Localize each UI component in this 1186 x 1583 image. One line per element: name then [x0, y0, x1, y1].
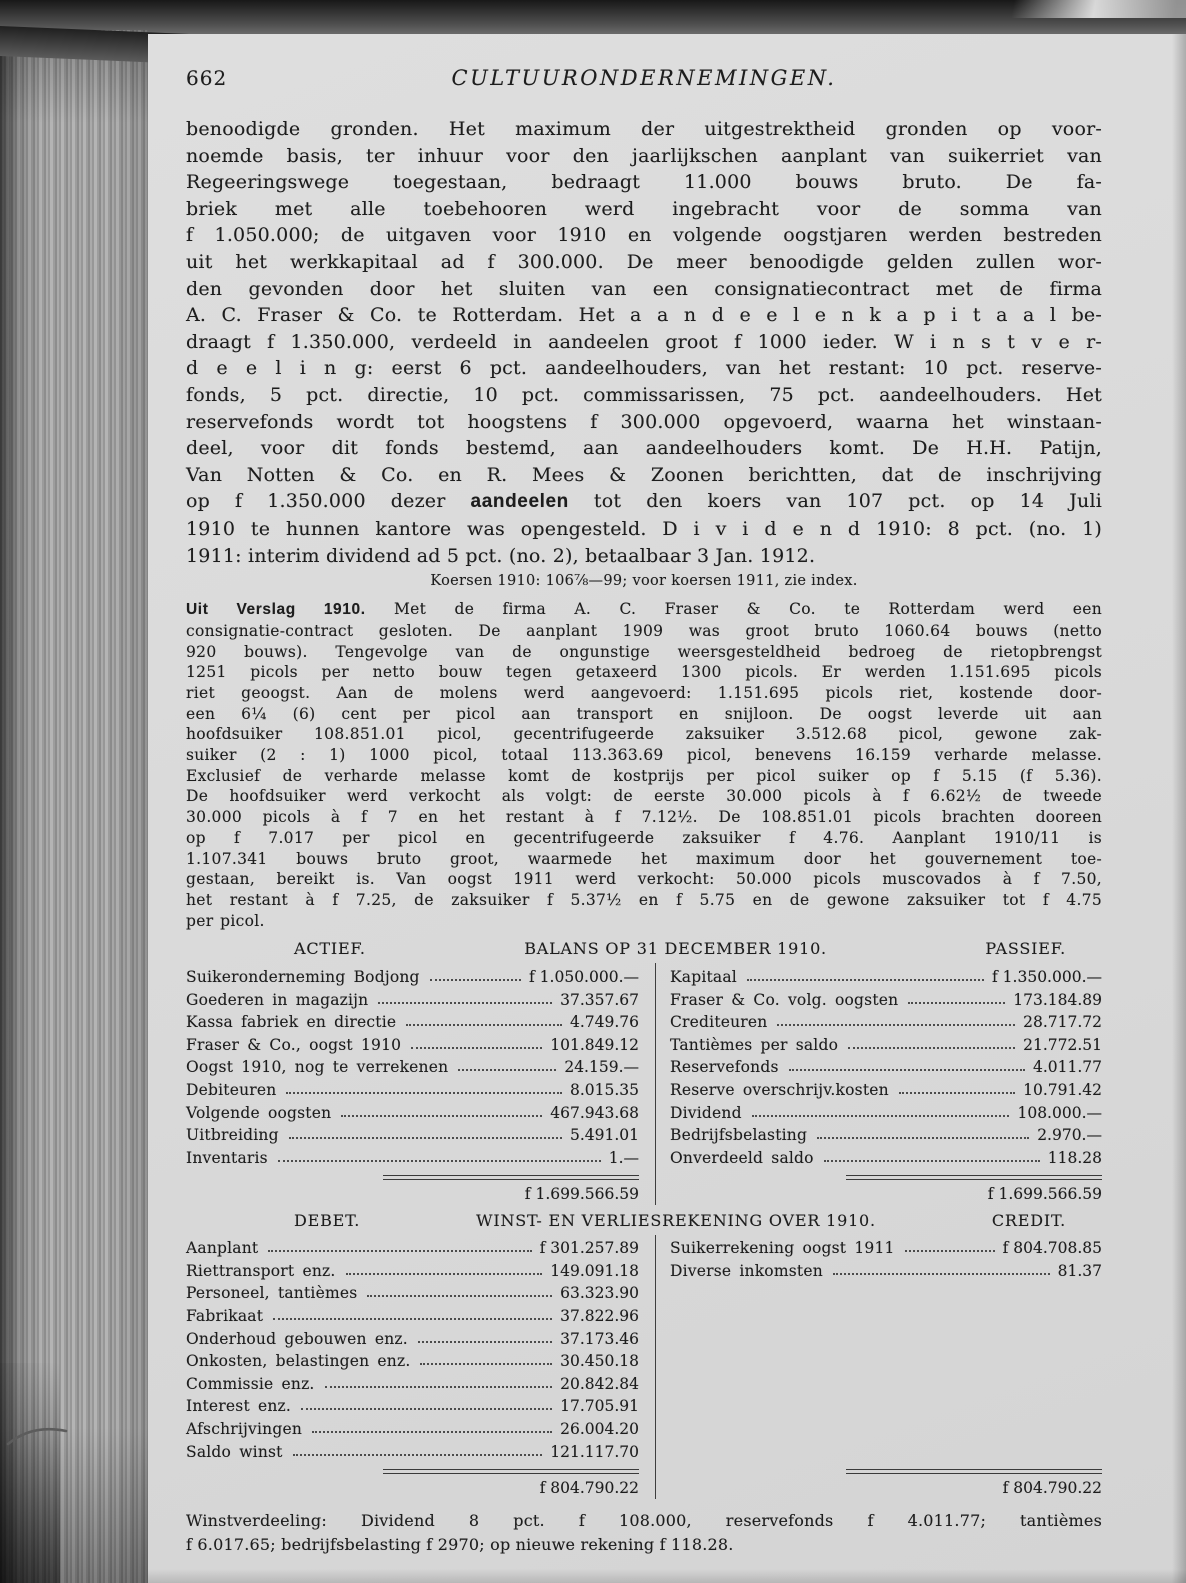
- ledger-row: [186, 1235, 639, 1258]
- row-amount: 1.—: [608, 1148, 639, 1167]
- balance-row: [670, 963, 1102, 986]
- ledger-row: [186, 1393, 639, 1416]
- verslag-line: consignatie-contract gesloten. De aanplant 1909 was groot bruto 1060.64 bouws (netto: [186, 621, 1102, 640]
- paragraph-line: f 1.050.000; de uitgaven voor 1910 en volgende oogstjaren werden bestreden: [186, 224, 1102, 247]
- row-label: Bedrijfsbelasting: [670, 1126, 808, 1145]
- dotted-leader: [833, 1273, 1050, 1275]
- passief-rows: [670, 963, 1102, 1166]
- row-label: Oogst 1910, nog te verrekenen: [186, 1058, 449, 1077]
- verslag-line: hoofdsuiker 108.851.01 picol, gecentrifugeerde zaksuiker 3.512.68 picol, gewone zak-: [186, 725, 1102, 744]
- row-label: Fraser & Co. volg. oogsten: [670, 990, 899, 1009]
- row-amount: 30.450.18: [560, 1352, 639, 1371]
- row-amount: 37.173.46: [560, 1329, 639, 1348]
- actief-total-block: [186, 1173, 639, 1205]
- actief-header: ACTIEF.: [294, 939, 366, 959]
- balans-header: [186, 939, 1102, 963]
- ledger-row: [186, 1415, 639, 1438]
- row-amount: 81.37: [1057, 1261, 1102, 1280]
- dotted-leader: [273, 1318, 552, 1320]
- verslag-line: De hoofdsuiker werd verkocht als volgt: de eerste 30.000 picols à f 6.62½ de tweede: [186, 787, 1102, 806]
- credit-total: f 804.790.22: [1002, 1478, 1102, 1497]
- dotted-leader: [420, 1363, 552, 1365]
- book-page-edges: [0, 30, 148, 1583]
- row-label: Saldo winst: [186, 1442, 283, 1461]
- verslag-line: 1251 picols per netto bouw tegen getaxeerd 1300 picols. Er werden 1.151.695 picols: [186, 663, 1102, 682]
- passief-total-block: [670, 1173, 1102, 1205]
- paragraph-line: draagt f 1.350.000, verdeeld in aandeelen groot f 1000 ieder. W i n s t v e r-: [186, 330, 1102, 353]
- row-label: Fraser & Co., oogst 1910: [186, 1035, 402, 1054]
- row-label: Onkosten, belastingen enz.: [186, 1352, 411, 1371]
- credit-rows: [670, 1235, 1102, 1280]
- verslag-line: 920 bouws). Tengevolge van de ongunstige weersgesteldheid bedroeg de rietopbrengst: [186, 642, 1102, 661]
- dotted-leader: [899, 1092, 1015, 1094]
- passief-total: f 1.699.566.59: [987, 1184, 1102, 1203]
- verslag-line: Exclusief de verharde melasse komt de kostprijs per picol suiker op f 5.15 (f 5.36).: [186, 766, 1102, 785]
- page-bottom-shadow: [148, 1569, 1186, 1583]
- row-amount: f 1.050.000.—: [529, 967, 639, 986]
- winst-columns: [186, 1235, 1102, 1499]
- row-amount: 5.491.01: [569, 1126, 639, 1145]
- row-amount: 20.842.84: [560, 1374, 639, 1393]
- row-amount: 101.849.12: [550, 1035, 639, 1054]
- scan-corner-glare: [956, 0, 1186, 18]
- dotted-leader: [341, 1115, 542, 1117]
- dotted-leader: [325, 1386, 553, 1388]
- row-label: Aanplant: [186, 1239, 259, 1258]
- verslag-line: een 6¼ (6) cent per picol aan transport en snijloon. De oogst leverde uit aan: [186, 704, 1102, 723]
- row-label: Commissie enz.: [186, 1374, 315, 1393]
- row-label: Onverdeeld saldo: [670, 1148, 814, 1167]
- balance-row: [670, 1031, 1102, 1054]
- credit-header: CREDIT.: [991, 1210, 1066, 1230]
- ledger-row: [186, 1280, 639, 1303]
- row-amount: 108.000.—: [1017, 1103, 1102, 1122]
- dotted-leader: [905, 1250, 995, 1252]
- dotted-leader: [747, 979, 984, 981]
- total-rule: [846, 1175, 1102, 1180]
- balance-row: [186, 1031, 639, 1054]
- row-amount: 121.117.70: [550, 1442, 639, 1461]
- balans-title: BALANS OP 31 DECEMBER 1910.: [524, 939, 827, 959]
- book-page: [148, 34, 1186, 1583]
- dotted-leader: [289, 1137, 562, 1139]
- row-amount: 63.323.90: [560, 1284, 639, 1303]
- paragraph-line: noemde basis, ter inhuur voor den jaarlijkschen aanplant van suikerriet van: [186, 144, 1102, 167]
- dotted-leader: [817, 1137, 1029, 1139]
- row-amount: 8.015.35: [569, 1080, 639, 1099]
- row-label: Inventaris: [186, 1148, 268, 1167]
- debet-header: DEBET.: [294, 1210, 361, 1230]
- ledger-row: [670, 1235, 1102, 1258]
- ledger-row: [186, 1325, 639, 1348]
- row-label: Suikerrekening oogst 1911: [670, 1239, 895, 1258]
- dotted-leader: [367, 1295, 552, 1297]
- dotted-leader: [278, 1160, 601, 1162]
- dotted-leader: [418, 1341, 552, 1343]
- balance-row: [186, 1122, 639, 1145]
- row-amount: 28.717.72: [1023, 1013, 1102, 1032]
- actief-column: [186, 963, 656, 1204]
- footer-line: f 6.017.65; bedrijfsbelasting f 2970; op nieuwe rekening f 118.28.: [186, 1534, 734, 1554]
- paragraph-line: den gevonden door het sluiten van een consignatiecontract met de firma: [186, 277, 1102, 300]
- verslag-line: 1.107.341 bouws bruto groot, waarmede het maximum door het gouvernement toe-: [186, 849, 1102, 868]
- dotted-leader: [301, 1408, 552, 1410]
- book-edge-bottom-shadow: [0, 1363, 60, 1583]
- total-rule: [383, 1175, 639, 1180]
- row-label: Reservefonds: [670, 1058, 779, 1077]
- winst-title: WINST- EN VERLIESREKENING OVER 1910.: [476, 1210, 876, 1230]
- koersen-note: Koersen 1910: 106⅞—99; voor koersen 1911, zie index.: [430, 573, 858, 590]
- dotted-leader: [777, 1024, 1015, 1026]
- main-paragraph: [186, 116, 1102, 569]
- paragraph-line: Van Notten & Co. en R. Mees & Zoonen berichtten, dat de inschrijving: [186, 463, 1102, 486]
- balance-row: [186, 986, 639, 1009]
- row-label: Reserve overschrijv.kosten: [670, 1080, 889, 1099]
- pen-mark: [2, 1414, 72, 1448]
- balance-row: [670, 1144, 1102, 1167]
- verslag-line: 30.000 picols à f 7 en het restant à f 7.12½. De 108.851.01 picols brachten dooreen: [186, 808, 1102, 827]
- row-label: Suikeronderneming Bodjong: [186, 967, 420, 986]
- dotted-leader: [293, 1454, 543, 1456]
- ledger-row: [186, 1302, 639, 1325]
- actief-total: f 1.699.566.59: [524, 1184, 639, 1203]
- dotted-leader: [406, 1024, 562, 1026]
- row-amount: 467.943.68: [550, 1103, 639, 1122]
- row-label: Diverse inkomsten: [670, 1261, 823, 1280]
- row-amount: 37.822.96: [560, 1307, 639, 1326]
- dotted-leader: [848, 1047, 1015, 1049]
- row-amount: f 1.350.000.—: [992, 967, 1102, 986]
- row-label: Afschrijvingen: [186, 1420, 303, 1439]
- dotted-leader: [286, 1092, 562, 1094]
- row-amount: 4.011.77: [1032, 1058, 1102, 1077]
- row-amount: 4.749.76: [569, 1013, 639, 1032]
- dotted-leader: [268, 1250, 531, 1252]
- balance-row: [186, 1144, 639, 1167]
- balance-row: [670, 1122, 1102, 1145]
- row-label: Riettransport enz.: [186, 1261, 336, 1280]
- row-amount: 37.357.67: [560, 990, 639, 1009]
- paragraph-line: Regeeringswege toegestaan, bedraagt 11.000 bouws bruto. De fa-: [186, 171, 1102, 194]
- total-rule: [846, 1469, 1102, 1474]
- verslag-line: per picol.: [186, 911, 265, 930]
- balance-row: [670, 986, 1102, 1009]
- row-label: Goederen in magazijn: [186, 990, 369, 1009]
- column-spacer: [670, 1280, 1102, 1461]
- verslag-line: suiker (2 : 1) 1000 picol, totaal 113.363.69 picol, benevens 16.159 verharde melasse.: [186, 746, 1102, 765]
- row-amount: 24.159.—: [564, 1058, 639, 1077]
- paragraph-line: d e e l i n g: eerst 6 pct. aandeelhouders, van het restant: 10 pct. reserve-: [186, 357, 1102, 380]
- row-label: Dividend: [670, 1103, 742, 1122]
- dotted-leader: [458, 1069, 556, 1071]
- passief-column: [656, 963, 1102, 1204]
- dotted-leader: [908, 1002, 1005, 1004]
- verslag-line: riet geoogst. Aan de molens werd aangevoerd: 1.151.695 picols riet, kostende door-: [186, 683, 1102, 702]
- winst-header: [186, 1211, 1102, 1235]
- row-amount: f 804.708.85: [1002, 1239, 1102, 1258]
- balance-row: [670, 1099, 1102, 1122]
- verslag-line: Uit Verslag 1910. Met de firma A. C. Fraser & Co. te Rotterdam werd een: [186, 600, 1103, 619]
- paragraph-line: op f 1.350.000 dezer aandeelen tot den koers van 107 pct. op 14 Juli: [186, 490, 1102, 513]
- row-label: Personeel, tantièmes: [186, 1284, 358, 1303]
- ledger-row: [186, 1348, 639, 1371]
- winstverdeeling-note: [186, 1509, 1102, 1557]
- row-label: Onderhoud gebouwen enz.: [186, 1329, 408, 1348]
- row-amount: 26.004.20: [560, 1420, 639, 1439]
- ledger-row: [670, 1257, 1102, 1280]
- row-amount: 173.184.89: [1013, 990, 1102, 1009]
- row-label: Volgende oogsten: [186, 1103, 332, 1122]
- balans-columns: [186, 963, 1102, 1204]
- row-label: Kapitaal: [670, 967, 737, 986]
- verslag-paragraph: [186, 599, 1102, 931]
- paragraph-line: deel, voor dit fonds bestemd, aan aandeelhouders komt. De H.H. Patijn,: [186, 437, 1102, 460]
- debet-total-block: [186, 1467, 639, 1499]
- dotted-leader: [824, 1160, 1040, 1162]
- paragraph-line: fonds, 5 pct. directie, 10 pct. commissarissen, 75 pct. aandeelhouders. Het: [186, 383, 1102, 406]
- balance-row: [670, 1054, 1102, 1077]
- row-label: Debiteuren: [186, 1080, 277, 1099]
- balans-section: [186, 939, 1102, 1204]
- total-rule: [383, 1469, 639, 1474]
- page-right-shadow: [1172, 34, 1186, 1583]
- page-number: 662: [186, 66, 228, 90]
- row-label: Fabrikaat: [186, 1307, 264, 1326]
- row-amount: 2.970.—: [1037, 1126, 1102, 1145]
- debet-rows: [186, 1235, 639, 1461]
- ledger-row: [186, 1257, 639, 1280]
- debet-total: f 804.790.22: [539, 1478, 639, 1497]
- paragraph-line: benoodigde gronden. Het maximum der uitgestrektheid gronden op voor-: [186, 118, 1102, 140]
- row-amount: 10.791.42: [1023, 1080, 1102, 1099]
- verslag-line: op f 7.017 per picol en gecentrifugeerde zaksuiker f 4.76. Aanplant 1910/11 is: [186, 828, 1102, 847]
- row-label: Uitbreiding: [186, 1126, 279, 1145]
- dotted-leader: [789, 1069, 1025, 1071]
- dotted-leader: [312, 1431, 552, 1433]
- dotted-leader: [430, 979, 521, 981]
- page-content: [186, 66, 1102, 1557]
- verslag-line: het restant à f 7.25, de zaksuiker f 5.37½ en f 5.75 en de gewone zaksuiker tot f 4.75: [186, 890, 1102, 909]
- dotted-leader: [752, 1115, 1010, 1117]
- paragraph-line: reservefonds wordt tot hoogstens f 300.000 opgevoerd, waarna het winstaan-: [186, 410, 1102, 433]
- paragraph-line: 1911: interim dividend ad 5 pct. (no. 2), betaalbaar 3 Jan. 1912.: [186, 544, 816, 567]
- row-amount: 17.705.91: [560, 1397, 639, 1416]
- actief-rows: [186, 963, 639, 1166]
- paragraph-line: uit het werkkapitaal ad f 300.000. De meer benoodigde gelden zullen wor-: [186, 250, 1102, 273]
- paragraph-line: 1910 te hunnen kantore was opengesteld. D i v i d e n d 1910: 8 pct. (no. 1): [186, 517, 1102, 540]
- balance-row: [186, 1099, 639, 1122]
- running-head: [186, 66, 1102, 92]
- winst-verlies-section: [186, 1211, 1102, 1499]
- balance-row: [670, 1076, 1102, 1099]
- row-amount: 149.091.18: [550, 1261, 639, 1280]
- running-title: CULTUURONDERNEMINGEN.: [451, 66, 837, 90]
- row-amount: f 301.257.89: [539, 1239, 639, 1258]
- paragraph-line: briek met alle toebehooren werd ingebracht voor de somma van: [186, 197, 1102, 220]
- verslag-line: gestaan, bereikt is. Van oogst 1911 werd verkocht: 50.000 picols muscovados à f 7.50,: [186, 870, 1102, 889]
- dotted-leader: [378, 1002, 552, 1004]
- passief-header: PASSIEF.: [985, 939, 1066, 959]
- row-amount: 21.772.51: [1023, 1035, 1102, 1054]
- balance-row: [186, 1076, 639, 1099]
- row-label: Tantièmes per saldo: [670, 1035, 839, 1054]
- balance-row: [186, 1054, 639, 1077]
- balance-row: [186, 963, 639, 986]
- dotted-leader: [346, 1273, 543, 1275]
- footer-line: Winstverdeeling: Dividend 8 pct. f 108.000, reservefonds f 4.011.77; tantièmes: [186, 1510, 1102, 1530]
- credit-column: [656, 1235, 1102, 1499]
- balance-row: [670, 1009, 1102, 1032]
- ledger-row: [186, 1370, 639, 1393]
- row-label: Interest enz.: [186, 1397, 292, 1416]
- row-label: Kassa fabriek en directie: [186, 1013, 397, 1032]
- dotted-leader: [411, 1047, 542, 1049]
- row-label: Crediteuren: [670, 1013, 768, 1032]
- balance-row: [186, 1009, 639, 1032]
- row-amount: 118.28: [1047, 1148, 1102, 1167]
- paragraph-line: A. C. Fraser & Co. te Rotterdam. Het a a n d e e l e n k a p i t a a l be-: [186, 304, 1102, 327]
- ledger-row: [186, 1438, 639, 1461]
- debet-column: [186, 1235, 656, 1499]
- credit-total-block: [670, 1467, 1102, 1499]
